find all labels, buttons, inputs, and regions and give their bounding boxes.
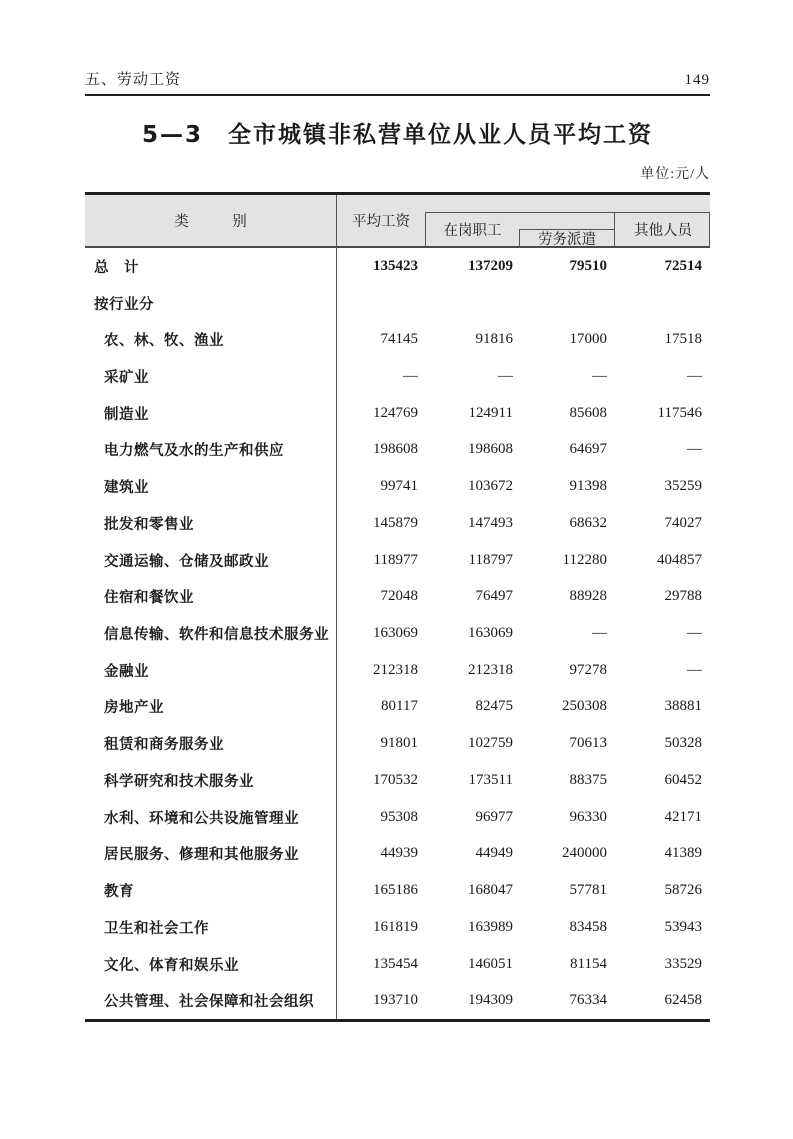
row-label: 电力燃气及水的生产和供应 [85,432,337,469]
cell-on-duty-staff [425,285,518,322]
cell-other-staff [613,285,710,322]
cell-other-staff: — [687,441,702,458]
cell-average-wage [337,285,425,322]
cell-average-wage: 124769 [373,404,418,421]
cell-labor-dispatch: 57781 [569,882,607,899]
table-row [85,395,710,432]
cell-labor-dispatch: 81154 [570,955,607,972]
cell-other-staff: — [687,368,702,385]
cell-other-staff: 35259 [664,478,702,495]
cell-on-duty-staff: 124911 [468,404,513,421]
cell-other-staff: 38881 [664,698,702,715]
row-label: 农、林、牧、渔业 [85,321,337,358]
cell-labor-dispatch: 83458 [569,918,607,935]
row-label: 公共管理、社会保障和社会组织 [85,982,337,1019]
cell-average-wage: 161819 [373,918,418,935]
table-row [85,321,710,358]
col-header-group [425,212,710,246]
row-label: 科学研究和技术服务业 [85,762,337,799]
col-header-other-staff: 其他人员 [614,213,711,246]
cell-on-duty-staff: 82475 [475,698,513,715]
cell-on-duty-staff: 194309 [468,992,513,1009]
col-header-labor-dispatch: 劳务派遣 [519,229,614,246]
row-label: 批发和零售业 [85,505,337,542]
table-row [85,248,710,285]
cell-other-staff: 74027 [664,514,702,531]
cell-average-wage: 193710 [373,992,418,1009]
table-header [85,192,710,248]
row-label: 住宿和餐饮业 [85,578,337,615]
cell-other-staff: 404857 [657,551,702,568]
cell-labor-dispatch: 250308 [562,698,607,715]
cell-labor-dispatch: — [592,625,607,642]
cell-labor-dispatch: 112280 [562,551,607,568]
table-row [85,505,710,542]
cell-average-wage: 170532 [373,771,418,788]
cell-average-wage: 72048 [380,588,418,605]
cell-labor-dispatch: 91398 [569,478,607,495]
cell-average-wage: 99741 [380,478,418,495]
cell-on-duty-staff: 168047 [468,882,513,899]
cell-labor-dispatch: 64697 [569,441,607,458]
row-label: 制造业 [85,395,337,432]
cell-labor-dispatch: 68632 [569,514,607,531]
cell-on-duty-staff: 96977 [475,808,513,825]
cell-average-wage: 74145 [380,331,418,348]
cell-on-duty-staff: 212318 [468,661,513,678]
page-number: 149 [684,72,710,88]
table-row [85,689,710,726]
cell-other-staff: 72514 [664,257,702,274]
table-body [85,248,710,1022]
cell-labor-dispatch: 76334 [569,992,607,1009]
cell-on-duty-staff: 44949 [475,845,513,862]
table-row [85,578,710,615]
cell-on-duty-staff: 146051 [468,955,513,972]
cell-labor-dispatch: 97278 [569,661,607,678]
row-label: 信息传输、软件和信息技术服务业 [85,615,337,652]
cell-average-wage: 118977 [373,551,418,568]
cell-other-staff: 42171 [664,808,702,825]
cell-labor-dispatch: 79510 [569,257,607,274]
cell-labor-dispatch: 17000 [569,331,607,348]
row-label: 居民服务、修理和其他服务业 [85,836,337,873]
cell-other-staff: — [687,625,702,642]
row-label: 采矿业 [85,358,337,395]
cell-average-wage: 95308 [380,808,418,825]
row-label: 总 计 [85,248,337,285]
cell-average-wage: 212318 [373,661,418,678]
cell-average-wage: 91801 [380,735,418,752]
cell-other-staff: — [687,661,702,678]
cell-labor-dispatch: 88375 [569,771,607,788]
cell-other-staff: 17518 [664,331,702,348]
table-row [85,542,710,579]
row-label: 文化、体育和娱乐业 [85,946,337,983]
cell-on-duty-staff: 173511 [468,771,513,788]
row-label: 教育 [85,872,337,909]
row-label: 金融业 [85,652,337,689]
cell-average-wage: — [403,368,418,385]
cell-labor-dispatch [518,285,613,322]
cell-average-wage: 163069 [373,625,418,642]
cell-on-duty-staff: 198608 [468,441,513,458]
cell-labor-dispatch: 96330 [569,808,607,825]
cell-other-staff: 62458 [664,992,702,1009]
cell-other-staff: 53943 [664,918,702,935]
cell-other-staff: 33529 [664,955,702,972]
cell-on-duty-staff: 137209 [468,257,513,274]
cell-average-wage: 198608 [373,441,418,458]
cell-other-staff: 60452 [664,771,702,788]
table-row [85,358,710,395]
table-row [85,946,710,983]
cell-average-wage: 165186 [373,882,418,899]
col-header-on-duty-staff: 在岗职工 [443,223,502,239]
row-label: 卫生和社会工作 [85,909,337,946]
row-label: 水利、环境和公共设施管理业 [85,799,337,836]
cell-average-wage: 80117 [381,698,418,715]
cell-on-duty-staff: 163989 [468,918,513,935]
row-label: 房地产业 [85,689,337,726]
cell-on-duty-staff: 103672 [468,478,513,495]
cell-on-duty-staff: 147493 [468,514,513,531]
cell-labor-dispatch: 240000 [562,845,607,862]
table-row [85,432,710,469]
cell-on-duty-staff: 91816 [475,331,513,348]
table-row [85,725,710,762]
cell-labor-dispatch: 85608 [569,404,607,421]
cell-other-staff: 50328 [664,735,702,752]
table-row [85,872,710,909]
table-row [85,909,710,946]
cell-on-duty-staff: 163069 [468,625,513,642]
table-row [85,285,710,322]
cell-labor-dispatch: — [592,368,607,385]
table-row [85,652,710,689]
table-title: 5—3 全市城镇非私营单位从业人员平均工资 [141,122,653,148]
cell-other-staff: 41389 [664,845,702,862]
table-row [85,799,710,836]
cell-average-wage: 135454 [373,955,418,972]
cell-average-wage: 145879 [373,514,418,531]
chapter-label: 五、劳动工资 [85,72,182,88]
table-row [85,615,710,652]
row-label: 交通运输、仓储及邮政业 [85,542,337,579]
cell-average-wage: 44939 [380,845,418,862]
cell-average-wage: 135423 [373,257,418,274]
cell-on-duty-staff: — [498,368,513,385]
running-head [85,64,710,96]
cell-other-staff: 29788 [664,588,702,605]
cell-labor-dispatch: 88928 [569,588,607,605]
col-header-average-wage: 平均工资 [352,214,410,230]
unit-label: 单位:元/人 [640,167,710,182]
cell-other-staff: 58726 [664,882,702,899]
table-row [85,468,710,505]
table-row [85,836,710,873]
table-row [85,982,710,1019]
table-row [85,762,710,799]
cell-on-duty-staff: 118797 [468,551,513,568]
cell-other-staff: 117546 [657,404,702,421]
row-label: 租赁和商务服务业 [85,725,337,762]
cell-labor-dispatch: 70613 [569,735,607,752]
row-label: 按行业分 [85,285,337,322]
wage-table [85,192,710,1022]
cell-on-duty-staff: 76497 [475,588,513,605]
row-label: 建筑业 [85,468,337,505]
col-header-category: 类 别 [85,195,337,246]
cell-on-duty-staff: 102759 [468,735,513,752]
